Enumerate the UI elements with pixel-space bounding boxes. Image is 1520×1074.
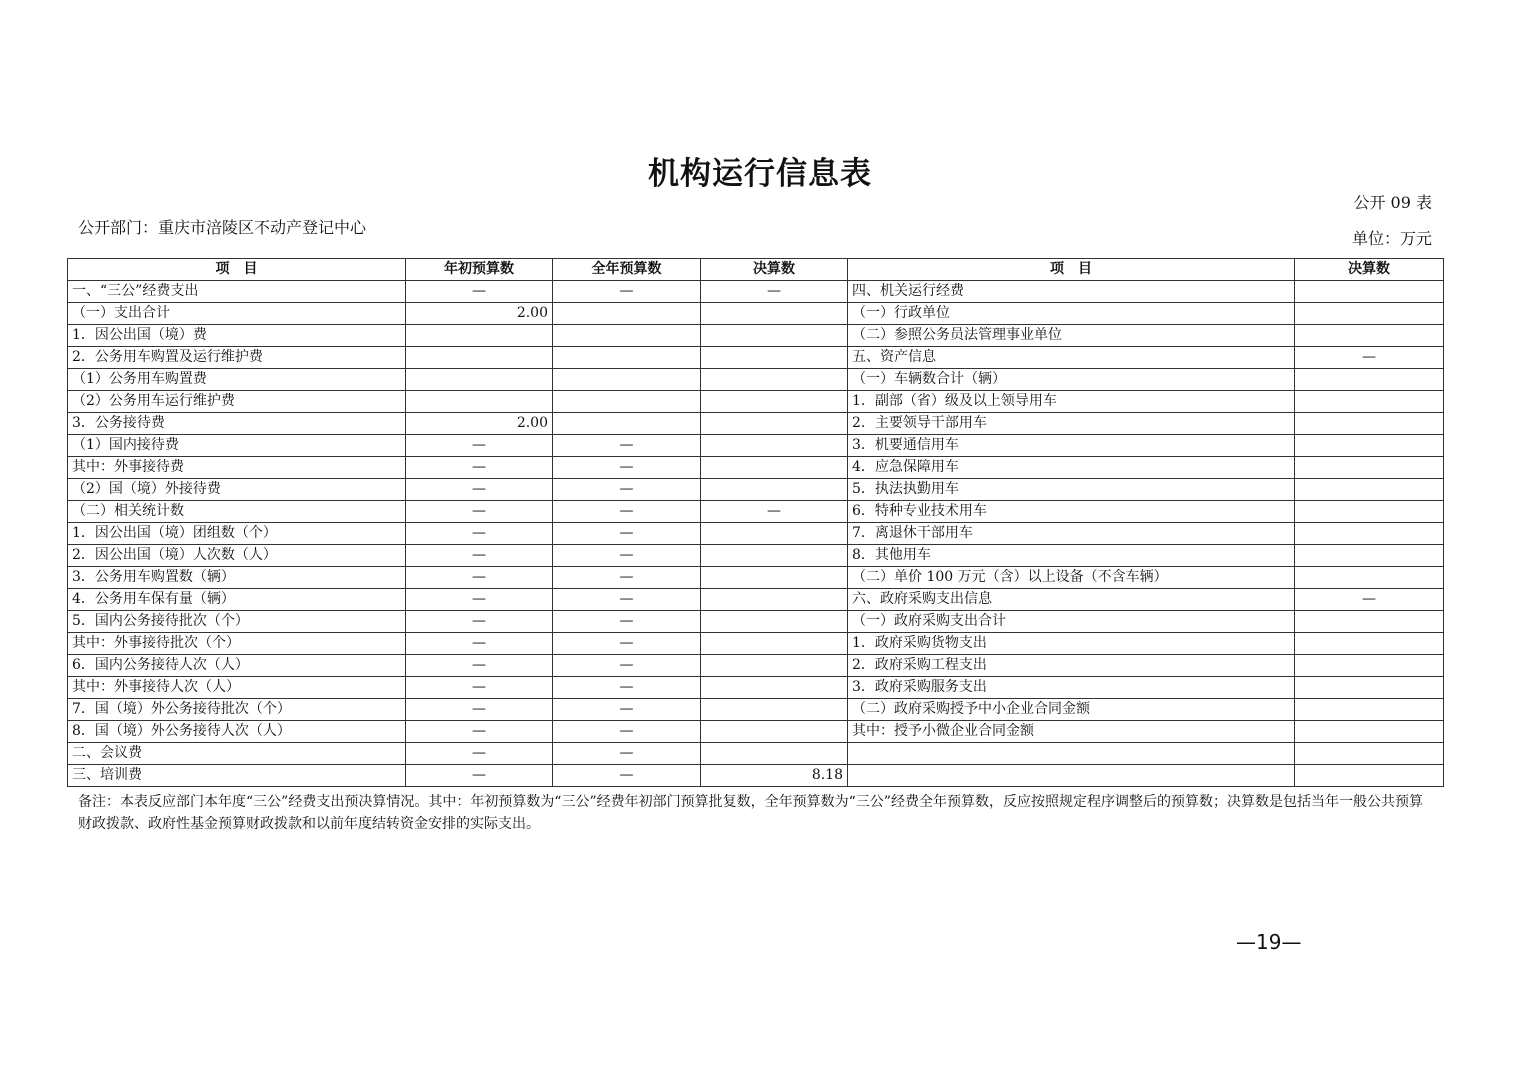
item-left-cell: （2）公务用车运行维护费 [68,391,406,413]
initial-budget-cell: — [406,611,553,633]
department-label: 公开部门：重庆市涪陵区不动产登记中心 [78,218,367,237]
info-table [67,258,1444,787]
final-left-cell [701,457,848,479]
table-row [68,479,1444,501]
item-right-cell: 3．政府采购服务支出 [848,677,1295,699]
item-right-cell: 2．政府采购工程支出 [848,655,1295,677]
item-left-cell: 一、“三公”经费支出 [68,281,406,303]
final-right-cell: — [1295,589,1444,611]
table-row [68,435,1444,457]
table-row [68,765,1444,787]
item-left-cell: （二）相关统计数 [68,501,406,523]
initial-budget-cell: — [406,721,553,743]
final-right-cell [1295,413,1444,435]
initial-budget-cell [406,369,553,391]
final-left-cell [701,567,848,589]
full-budget-cell [553,413,701,435]
item-left-cell: （1）公务用车购置费 [68,369,406,391]
item-right-cell: 1．副部（省）级及以上领导用车 [848,391,1295,413]
full-budget-cell: — [553,457,701,479]
final-left-cell [701,589,848,611]
header-initial-budget: 年初预算数 [406,259,553,281]
full-budget-cell: — [553,479,701,501]
item-right-cell: 四、机关运行经费 [848,281,1295,303]
final-right-cell [1295,655,1444,677]
initial-budget-cell: — [406,501,553,523]
table-row [68,281,1444,303]
full-budget-cell [553,369,701,391]
final-right-cell [1295,391,1444,413]
final-right-cell [1295,765,1444,787]
item-right-cell: 3．机要通信用车 [848,435,1295,457]
final-right-cell [1295,523,1444,545]
initial-budget-cell: — [406,765,553,787]
item-left-cell: 2．公务用车购置及运行维护费 [68,347,406,369]
item-right-cell: 7．离退休干部用车 [848,523,1295,545]
final-left-cell [701,325,848,347]
item-left-cell: 其中：外事接待批次（个） [68,633,406,655]
initial-budget-cell: — [406,479,553,501]
final-left-cell [701,611,848,633]
final-left-cell: 8.18 [701,765,848,787]
full-budget-cell: — [553,589,701,611]
final-right-cell [1295,677,1444,699]
item-left-cell: 三、培训费 [68,765,406,787]
form-number: 公开 09 表 [1353,193,1432,212]
table-row [68,589,1444,611]
initial-budget-cell: — [406,435,553,457]
item-right-cell: 8．其他用车 [848,545,1295,567]
final-left-cell: — [701,281,848,303]
final-left-cell [701,633,848,655]
table-body [68,281,1444,787]
full-budget-cell: — [553,611,701,633]
initial-budget-cell: — [406,589,553,611]
table-row [68,655,1444,677]
final-right-cell: — [1295,347,1444,369]
item-right-cell: 2．主要领导干部用车 [848,413,1295,435]
table-header-row [68,259,1444,281]
header-item-left: 项 目 [68,259,406,281]
full-budget-cell: — [553,567,701,589]
initial-budget-cell: — [406,523,553,545]
item-left-cell: 3．公务用车购置数（辆） [68,567,406,589]
final-right-cell [1295,479,1444,501]
item-right-cell: 六、政府采购支出信息 [848,589,1295,611]
final-left-cell [701,369,848,391]
table-row [68,677,1444,699]
final-left-cell [701,677,848,699]
initial-budget-cell [406,347,553,369]
final-right-cell [1295,303,1444,325]
table-row [68,413,1444,435]
full-budget-cell: — [553,501,701,523]
table-row [68,457,1444,479]
final-right-cell [1295,567,1444,589]
item-right-cell: （二）政府采购授予中小企业合同金额 [848,699,1295,721]
final-left-cell [701,545,848,567]
item-left-cell: 7．国（境）外公务接待批次（个） [68,699,406,721]
full-budget-cell: — [553,743,701,765]
item-right-cell: （二）单价 100 万元（含）以上设备（不含车辆） [848,567,1295,589]
item-left-cell: 4．公务用车保有量（辆） [68,589,406,611]
table-row [68,743,1444,765]
final-right-cell [1295,501,1444,523]
final-right-cell [1295,545,1444,567]
initial-budget-cell: 2.00 [406,303,553,325]
item-left-cell: 6．国内公务接待人次（人） [68,655,406,677]
full-budget-cell [553,303,701,325]
final-left-cell [701,523,848,545]
item-right-cell: （一）行政单位 [848,303,1295,325]
item-right-cell: （一）车辆数合计（辆） [848,369,1295,391]
full-budget-cell: — [553,721,701,743]
item-right-cell: 其中：授予小微企业合同金额 [848,721,1295,743]
full-budget-cell: — [553,677,701,699]
full-budget-cell: — [553,545,701,567]
item-right-cell: （二）参照公务员法管理事业单位 [848,325,1295,347]
initial-budget-cell: — [406,743,553,765]
full-budget-cell: — [553,633,701,655]
item-right-cell [848,743,1295,765]
initial-budget-cell [406,325,553,347]
item-right-cell: （一）政府采购支出合计 [848,611,1295,633]
final-right-cell [1295,611,1444,633]
final-left-cell [701,699,848,721]
item-right-cell: 6．特种专业技术用车 [848,501,1295,523]
full-budget-cell: — [553,765,701,787]
header-item-right: 项 目 [848,259,1295,281]
initial-budget-cell: — [406,567,553,589]
final-left-cell [701,743,848,765]
item-left-cell: 3．公务接待费 [68,413,406,435]
final-right-cell [1295,325,1444,347]
initial-budget-cell: — [406,545,553,567]
final-left-cell [701,479,848,501]
page-number: —19— [1236,930,1302,954]
footnote: 备注：本表反应部门本年度“三公”经费支出预决算情况。其中：年初预算数为“三公”经费年初部门预算批复数，全年预算数为“三公”经费全年预算数，反应按照规定程序调整后的预算数；决算数是包括当年一般公共预算财政拨款、政府性基金预算财政拨款和以前年度结转资金安排的实际支出。 [78,794,1423,832]
final-left-cell [701,435,848,457]
final-right-cell [1295,369,1444,391]
final-right-cell [1295,435,1444,457]
table-row [68,391,1444,413]
table-row [68,523,1444,545]
full-budget-cell [553,325,701,347]
item-left-cell: 2．因公出国（境）人次数（人） [68,545,406,567]
header-full-budget: 全年预算数 [553,259,701,281]
full-budget-cell [553,391,701,413]
item-left-cell: 其中：外事接待人次（人） [68,677,406,699]
initial-budget-cell: — [406,633,553,655]
final-right-cell [1295,457,1444,479]
initial-budget-cell: — [406,457,553,479]
table-row [68,721,1444,743]
initial-budget-cell [406,391,553,413]
table-row [68,567,1444,589]
initial-budget-cell: 2.00 [406,413,553,435]
table-row [68,347,1444,369]
final-left-cell [701,391,848,413]
item-right-cell: 1．政府采购货物支出 [848,633,1295,655]
table-row [68,633,1444,655]
final-right-cell [1295,633,1444,655]
initial-budget-cell: — [406,677,553,699]
item-left-cell: 5．国内公务接待批次（个） [68,611,406,633]
item-left-cell: （一）支出合计 [68,303,406,325]
item-left-cell: （1）国内接待费 [68,435,406,457]
final-right-cell [1295,721,1444,743]
document-title: 机构运行信息表 [648,156,872,192]
full-budget-cell: — [553,699,701,721]
item-right-cell [848,765,1295,787]
table-row [68,325,1444,347]
full-budget-cell: — [553,523,701,545]
full-budget-cell: — [553,435,701,457]
final-left-cell [701,655,848,677]
full-budget-cell: — [553,281,701,303]
item-left-cell: 1．因公出国（境）团组数（个） [68,523,406,545]
header-final-right: 决算数 [1295,259,1444,281]
table-row [68,303,1444,325]
header-final-left: 决算数 [701,259,848,281]
item-left-cell: 8．国（境）外公务接待人次（人） [68,721,406,743]
item-left-cell: 二、会议费 [68,743,406,765]
table-row [68,699,1444,721]
final-right-cell [1295,699,1444,721]
item-right-cell: 五、资产信息 [848,347,1295,369]
table-row [68,611,1444,633]
item-right-cell: 5．执法执勤用车 [848,479,1295,501]
table-row [68,545,1444,567]
initial-budget-cell: — [406,655,553,677]
final-left-cell: — [701,501,848,523]
final-right-cell [1295,281,1444,303]
final-left-cell [701,303,848,325]
final-left-cell [701,413,848,435]
initial-budget-cell: — [406,281,553,303]
initial-budget-cell: — [406,699,553,721]
table-row [68,501,1444,523]
item-left-cell: （2）国（境）外接待费 [68,479,406,501]
item-left-cell: 其中：外事接待费 [68,457,406,479]
item-left-cell: 1．因公出国（境）费 [68,325,406,347]
item-right-cell: 4．应急保障用车 [848,457,1295,479]
final-left-cell [701,347,848,369]
full-budget-cell [553,347,701,369]
unit-label: 单位：万元 [1351,229,1432,248]
full-budget-cell: — [553,655,701,677]
final-left-cell [701,721,848,743]
table-row [68,369,1444,391]
final-right-cell [1295,743,1444,765]
